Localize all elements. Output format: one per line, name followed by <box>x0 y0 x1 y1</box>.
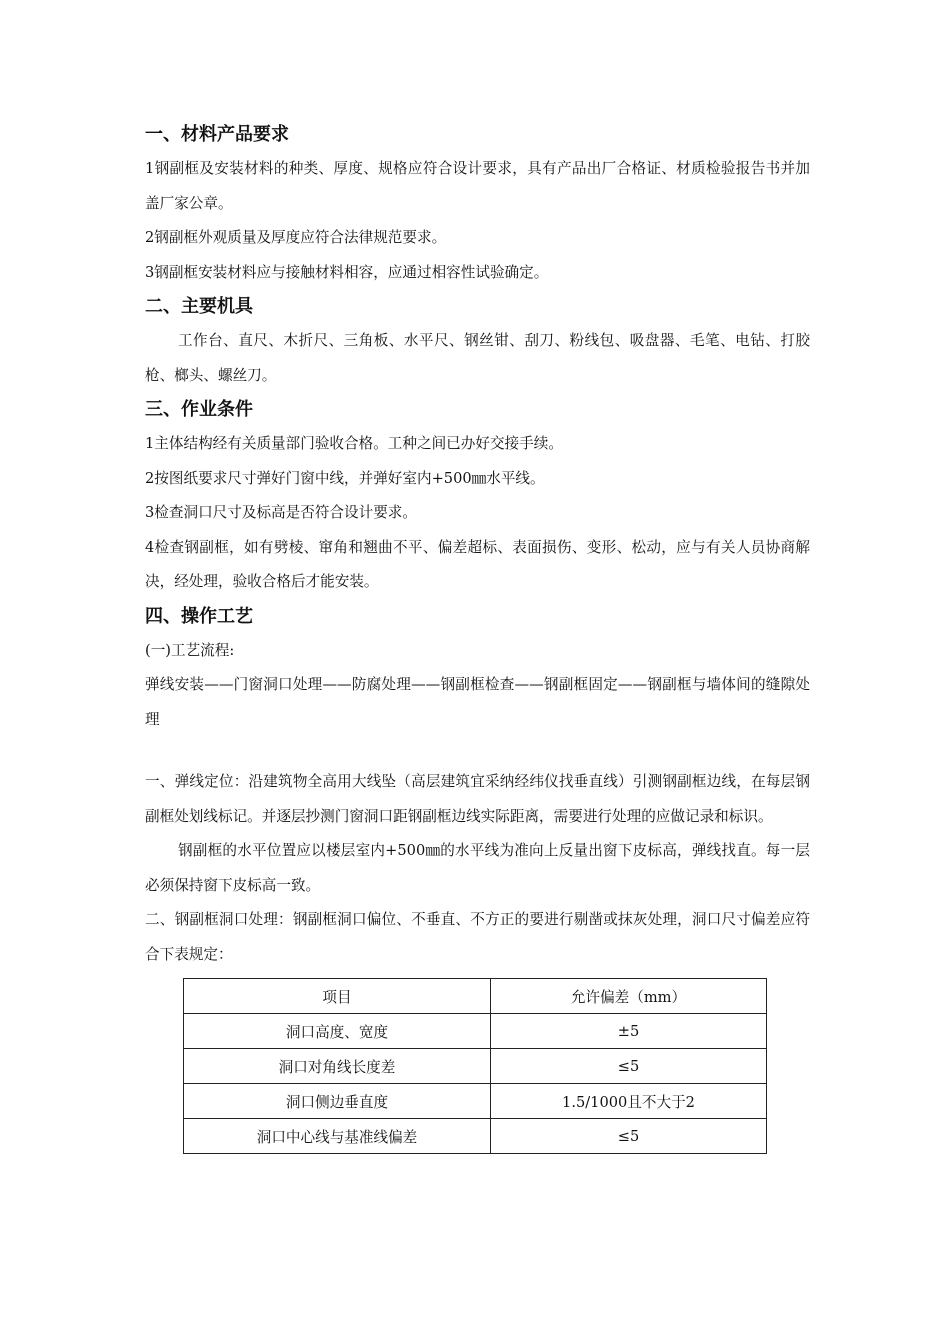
paragraph: 二、钢副框洞口处理：钢副框洞口偏位、不垂直、不方正的要进行剔凿或抹灰处理，洞口尺寸偏差应符合下表规定： <box>145 911 810 963</box>
table-header-row <box>184 979 767 1014</box>
section-heading-process: 四、操作工艺 <box>145 605 253 627</box>
section-heading-conditions: 三、作业条件 <box>145 399 253 420</box>
table-row <box>184 1084 767 1119</box>
table-header-cell: 项目 <box>184 979 491 1014</box>
paragraph: 3检查洞口尺寸及标高是否符合设计要求。 <box>145 504 417 521</box>
table-header-cell: 允许偏差（mm） <box>491 979 767 1014</box>
tolerance-table <box>183 978 767 1154</box>
paragraph: 一、弹线定位：沿建筑物全高用大线坠（高层建筑宜采纳经纬仪找垂直线）引测钢副框边线，在每层钢副框处划线标记。并逐层抄测门窗洞口距钢副框边线实际距离，需要进行处理的应做记录和标识。 <box>145 773 810 825</box>
table-cell: ≤5 <box>491 1119 767 1154</box>
paragraph: 1钢副框及安装材料的种类、厚度、规格应符合设计要求，具有产品出厂合格证、材质检验报告书并加盖厂家公章。 <box>145 160 810 212</box>
table-cell: 1.5/1000且不大于2 <box>491 1084 767 1119</box>
paragraph: 4检查钢副框，如有劈棱、窜角和翘曲不平、偏差超标、表面损伤、变形、松动，应与有关人员协商解决，经处理，验收合格后才能安装。 <box>145 538 810 590</box>
paragraph: 工作台、直尺、木折尺、三角板、水平尺、钢丝钳、刮刀、粉线包、吸盘器、毛笔、电钻、打胶枪、榔头、螺丝刀。 <box>145 332 810 384</box>
paragraph: 2钢副框外观质量及厚度应符合法律规范要求。 <box>145 229 447 246</box>
document-body <box>145 118 810 1154</box>
table-row <box>184 1014 767 1049</box>
table-cell: ≤5 <box>491 1049 767 1084</box>
section-heading-tools: 二、主要机具 <box>145 296 253 317</box>
table-row <box>184 1119 767 1154</box>
paragraph: 3钢副框安装材料应与接触材料相容，应通过相容性试验确定。 <box>145 263 549 281</box>
paragraph: 1主体结构经有关质量部门验收合格。工种之间已办好交接手续。 <box>145 435 563 452</box>
flow-label: (一)工艺流程: <box>145 641 235 659</box>
table-cell: 洞口高度、宽度 <box>184 1014 491 1049</box>
paragraph: 2按图纸要求尺寸弹好门窗中线，并弹好室内+500㎜水平线。 <box>145 469 545 487</box>
spacer <box>145 737 810 765</box>
table-cell: 洞口中心线与基准线偏差 <box>184 1119 491 1154</box>
table-cell: 洞口侧边垂直度 <box>184 1084 491 1119</box>
table-cell: 洞口对角线长度差 <box>184 1049 491 1084</box>
paragraph: 钢副框的水平位置应以楼层室内+500㎜的水平线为准向上反量出窗下皮标高，弹线找直。每一层必须保持窗下皮标高一致。 <box>145 842 810 894</box>
flow-text: 弹线安装——门窗洞口处理——防腐处理——钢副框检查——钢副框固定——钢副框与墙体间的缝隙处理 <box>145 676 810 728</box>
table-cell: ±5 <box>491 1014 767 1049</box>
section-heading-materials: 一、材料产品要求 <box>145 124 289 145</box>
table-row <box>184 1049 767 1084</box>
